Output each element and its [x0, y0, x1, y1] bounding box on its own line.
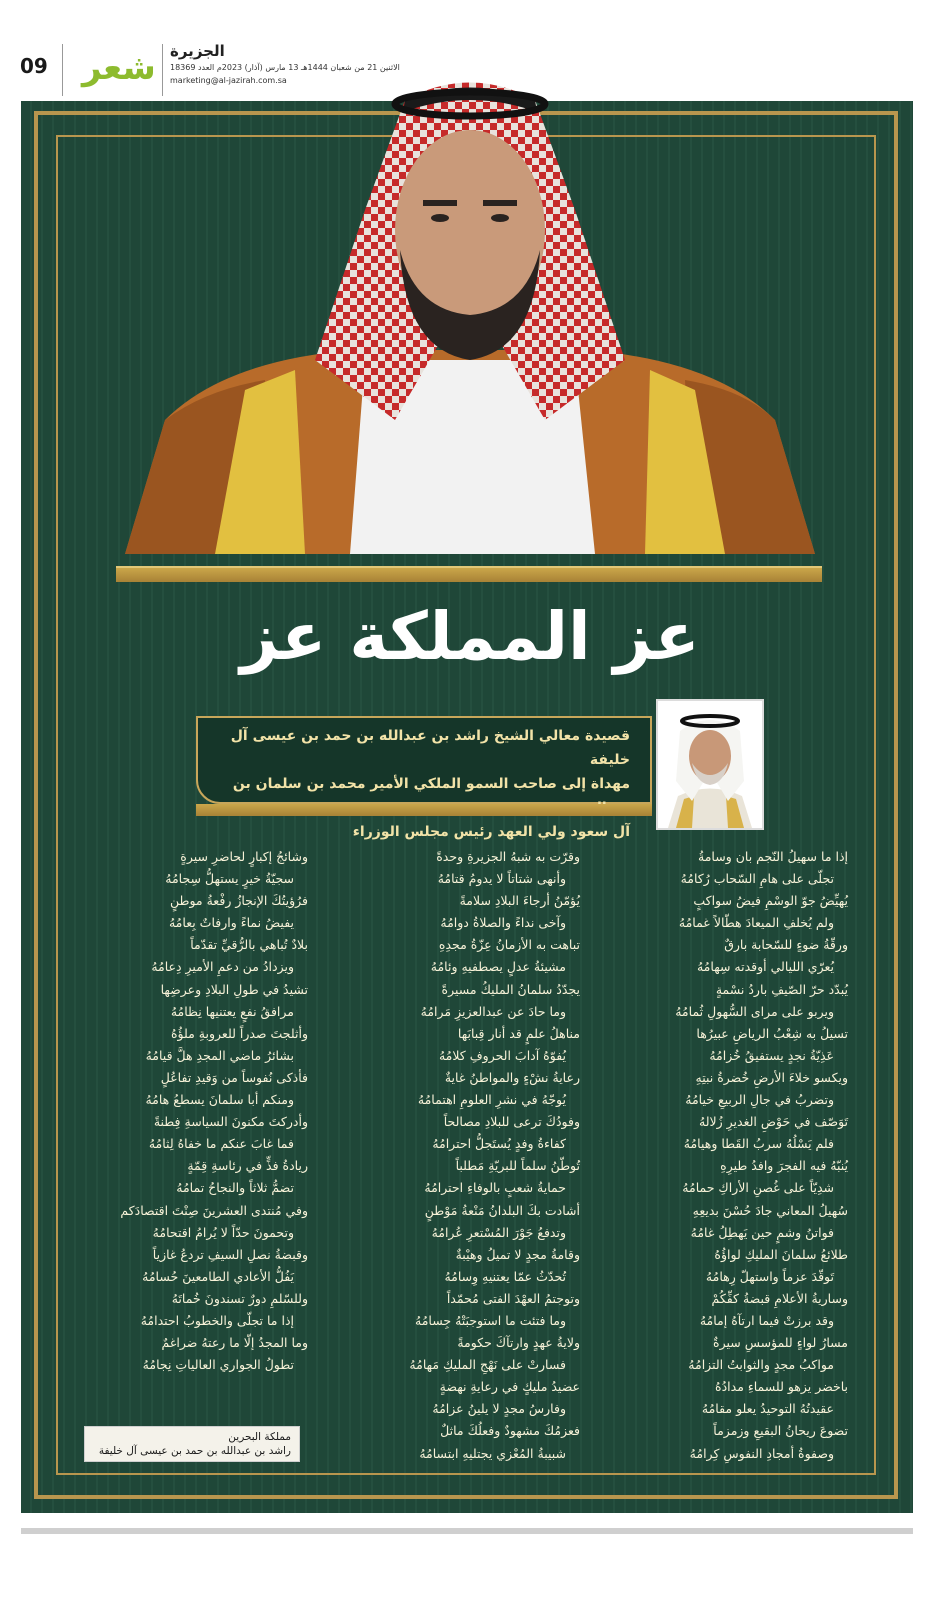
poem-line: تضمُّ ثلاثاً والنجاحُ تمامُهُ — [176, 1180, 294, 1196]
poet-signature-box — [84, 1426, 300, 1462]
dedication-line: قصيدة معالي الشيخ راشد بن عبدالله بن حمد بن عيسى آل خليفة — [230, 728, 630, 768]
poem-line: فأذكى نُفوساً من وَقيدِ تفاعُلٍ — [160, 1069, 308, 1085]
poem-line: وساريةُ الأعلامِ قبضةُ كفِّكُمْ — [711, 1290, 848, 1306]
poem-line: إذا ما سهيلُ النّجم بان وسامةُ — [698, 849, 848, 864]
poem-line: وشائجُ إكبارٍ لحاضرِ سيرةٍ — [180, 849, 308, 864]
portrait-photo — [105, 60, 833, 554]
dedication-gold-underline — [196, 804, 652, 816]
poem-line: وآخى نداءً والصلاةُ دوامُهُ — [440, 915, 566, 931]
poem-line: فما غابَ عنكم ما خفاهُ لِثامُهُ — [148, 1136, 294, 1152]
poem-line: ولم يُخلفِ الميعادَ هطّالاً غمامُهُ — [678, 915, 834, 931]
poem-column-2 — [350, 846, 580, 1465]
poem-line: وما المجدُ إلّا ما رعتهُ ضراغمٌ — [161, 1335, 308, 1351]
poem-line: تشيدُ في طولِ البلادِ وعرضِها — [160, 981, 308, 997]
poem-line: يُؤمّنُ أرجاءَ البلادِ سلامةً — [459, 893, 580, 909]
poem-line: طلائعُ سلمانَ المليكِ لواؤُهُ — [714, 1246, 848, 1262]
poem-line: تُحدّثُ عمّا يعتنيهِ وِسامُهُ — [444, 1268, 566, 1284]
poem-line: كفاءةُ وفدٍ يُستَجلُّ احترامُهُ — [432, 1136, 566, 1152]
page-number: 09 — [20, 54, 48, 78]
issue-dateline: الاثنين 21 من شعبان 1444هـ 13 مارس (آذار) 2023م العدد 18369 — [170, 63, 400, 72]
poem-line: ولايةُ عهدٍ وارتآكَ حكومةً — [457, 1335, 580, 1351]
poem-line: يفيضُ نماءً وارفاتٌ بِعامُهُ — [168, 915, 294, 931]
poem-line: وقد برزتْ فيما ارتآهُ إمامُهُ — [699, 1312, 834, 1328]
poem-line: يجدّدُ سلمانُ المليكُ مسيرةً — [441, 981, 580, 997]
poem-line: تُوطّنُ سلماً للبريّةِ مَطلباً — [455, 1158, 580, 1174]
poem-line: فرُؤيتُكَ الإنجازُ رفْعةُ موطنٍ — [170, 893, 308, 909]
poem-line: تباهت به الأزمانُ عِزّةُ مجدِهِ — [438, 937, 580, 953]
poem-line: بلادٌ تُباهي بالرُّقيِّ تقدّماً — [190, 937, 308, 953]
dedication-text — [210, 724, 630, 844]
poem-line: وفي مُنتدى العشرينَ صِنْتَ اقتصادَكم — [120, 1202, 308, 1218]
poem-line: وأثلجتَ صدراً للعروبةِ ملؤُهُ — [170, 1025, 308, 1041]
poem-line: مسارُ لواءٍ للمؤسسِ سيرةٌ — [713, 1335, 848, 1351]
poem-line: عضيدُ مليكٍ في رعايةِ نهضةٍ — [439, 1379, 580, 1395]
poem-line: عَذِيّةُ نجدٍ يستفيقُ خُزامُهُ — [709, 1047, 834, 1063]
poem-line: يُنبّهُ فيه الفجرَ وافدُ طيرِهِ — [720, 1158, 848, 1174]
poem-column-3 — [78, 846, 308, 1376]
poem-line: تضوعَ ريحانُ البقيعِ وزمزماً — [713, 1423, 848, 1439]
poem-line: ورقّةُ ضوءٍ للسّحابة بارقٌ — [724, 937, 848, 953]
poem-column-1 — [618, 846, 848, 1465]
poem-line: فلم يَسْلُهُ سربُ القَطا وهيامُهُ — [683, 1136, 834, 1152]
poem-line: وفارسُ مجدٍ لا يلينُ عزامُهُ — [432, 1401, 566, 1417]
poem-line: يُفوّهُ آدابَ الحروفِ كلامُهُ — [438, 1047, 566, 1063]
poem-line: فعزمُكَ مشهودٌ وفعلُكَ ماثلٌ — [440, 1423, 580, 1439]
poem-line: شبيبةُ المُعْزي يجتليهِ ابتسامُهُ — [419, 1445, 566, 1461]
poem-line: مرافقُ نفعٍ يعتنيها نِظامُهُ — [170, 1003, 294, 1019]
poem-line: فواتنُ وشمٍ حين يَهطِلُ غامُهُ — [690, 1224, 834, 1240]
poem-line: وتضربُ في جالِ الربيعِ خيامُهُ — [685, 1092, 834, 1108]
poem-line: ومنكم أبا سلمانَ يسطعُ هامُهُ — [145, 1092, 294, 1108]
poem-line: وتحمونَ حدّاً لا يُرامُ اقتحامُهُ — [152, 1224, 294, 1240]
newspaper-masthead: الجزيرة — [170, 42, 225, 60]
poem-line: مشيئةُ عدلٍ يصطفيهِ وئامُهُ — [430, 959, 566, 975]
poem-line: وقبضةُ نصلِ السيفِ تردعُ غازياً — [152, 1246, 308, 1262]
poem-line: وأدركتَ مكنونَ السياسةِ فِطنةً — [153, 1114, 308, 1130]
author-photo — [656, 699, 764, 830]
poem-line: وما حادَ عن عبدالعزيزِ مَرامُهُ — [420, 1003, 566, 1019]
page-bottom-rule — [21, 1528, 913, 1534]
poem-line: وأنهى شتاتاً لا يدومُ قتامُهُ — [437, 871, 566, 887]
poem-line: تَوَصّف في حَوْضِ الغديرِ زُلالهُ — [699, 1114, 848, 1130]
poem-line: وصفوةُ أمجادِ النفوسِ كِرامُهُ — [689, 1445, 834, 1461]
poem-line: سجيّةُ خيرٍ يستهلُّ سِجامُهُ — [165, 871, 294, 887]
header-divider — [62, 44, 63, 96]
poem-line: مناهلُ علمٍ قد أنار قِبابَها — [457, 1025, 580, 1041]
poem-line: وفودُكَ ترعى للبلادِ مصالحاً — [443, 1114, 580, 1130]
poem-line: تجلّى على هامِ السّحاب رُكامُهُ — [680, 871, 834, 887]
poem-line: أشادت بكَ البلدانُ مَنْعةُ مَوْطنٍ — [424, 1202, 580, 1218]
dedication-line: مهداة إلى صاحب السمو الملكي الأمير محمد بن سلمان بن — [232, 776, 630, 792]
poet-name: راشد بن عبدالله بن حمد بن عيسى آل خليفة — [98, 1445, 291, 1457]
poem-line: ويربو على مراى السُّهولِ ثُمامُهُ — [675, 1003, 834, 1019]
poem-line: بشائرُ ماضي المجدِ هلَّ قيامُهُ — [145, 1047, 294, 1063]
poem-line: ريادةُ فذٍّ في رئاسةِ قِمّةٍ — [187, 1158, 308, 1174]
poem-line: وقامةُ مجدٍ لا تميلُ وهيْبةٌ — [455, 1246, 580, 1262]
dedication-box — [196, 716, 652, 840]
poem-line: ويزدادُ من دعمِ الأميرِ دِعامُهُ — [151, 959, 294, 975]
poem-line: مواكبُ مجدٍ والثوابتُ التزامُهُ — [688, 1357, 834, 1373]
poem-line: يُوجّهُ في نشرِ العلومِ اهتمامُهُ — [417, 1092, 566, 1108]
poem-line: وقرّت به شبهُ الجزيرةِ وحدةً — [436, 849, 580, 864]
poem-line: رعايةُ نشْءٍ والمواطنُ غايةٌ — [444, 1069, 580, 1085]
poem-line: ويكسو خلاءَ الأرضِ خُضرةُ نبتِهِ — [695, 1069, 848, 1085]
poem-line: يُعرّي الليالي أوقدته سِهامُهُ — [696, 959, 834, 975]
poem-line: يُبدّد حرّ الصّيفِ باردُ نسْمةٍ — [715, 981, 848, 997]
section-label: شعر — [82, 48, 156, 88]
poem-line: فسارتْ على نَهْجِ المليكِ مَهامُهُ — [409, 1357, 566, 1373]
contact-email: marketing@al-jazirah.com.sa — [170, 76, 287, 85]
poem-line: يُهيِّضُ جوّ الوسْمِ فيضُ سواكبٍ — [693, 893, 848, 909]
poem-title: عز المملكة عز — [240, 598, 700, 675]
poem-line: حمايةُ شعبٍ بالوفاءِ احترامُهُ — [424, 1180, 566, 1196]
gold-divider-bar — [116, 566, 822, 582]
poem-line: إذا ما تجلّى والخطوبُ احتدامُهُ — [140, 1312, 294, 1328]
poem-line: يَفُلُّ الأعادي الطامعينَ حُسامُهُ — [142, 1268, 294, 1284]
poem-line: سُهيلُ المعاني جادَ حُسْنَ بديعِهِ — [692, 1202, 848, 1218]
poet-country: مملكة البحرين — [228, 1431, 291, 1443]
poem-line: وما فتئت ما استوجبَتْهُ جِسامُهُ — [415, 1312, 566, 1328]
poem-line: تطولُ الجواري العالياتِ نِجامُهُ — [142, 1357, 294, 1373]
poem-line: وللسّلمِ دورٌ تسندونَ خُماتَهُ — [171, 1290, 308, 1306]
poem-line: شدِيّاً على غُصنِ الأراكِ حمامُهُ — [682, 1180, 834, 1196]
poem-line: عقيدتُهُ التوحيدُ يعلو مقامُهُ — [701, 1401, 834, 1417]
poem-line: وتوجتمُ العهْدَ الفتى مُحمّداً — [446, 1290, 580, 1306]
poem-line: وتدفعُ جَوْرَ المُسْتعرِ عُرامُهُ — [431, 1224, 566, 1240]
dedication-line: آل سعود ولي العهد رئيس مجلس الوزراء — [352, 824, 630, 840]
poem-line: باخضر يزهو للسماءِ مدادُهُ — [715, 1379, 848, 1395]
poem-line: تَوقّدَ عزماً واستهلّ رِهامُهُ — [705, 1268, 834, 1284]
poem-line: تسيلُ به شِعْبُ الرياضِ عبيرُها — [696, 1025, 848, 1041]
